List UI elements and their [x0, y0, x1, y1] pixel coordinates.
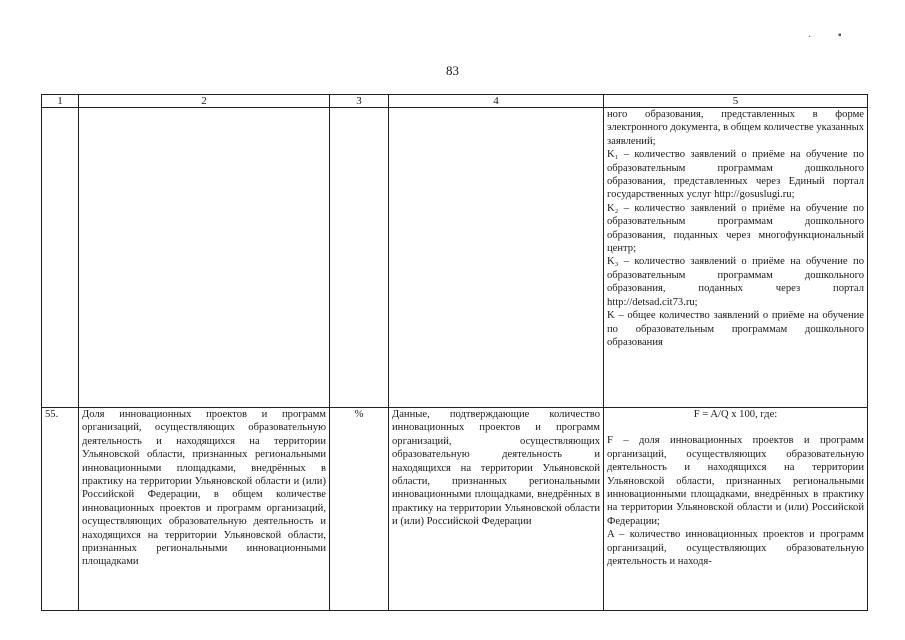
column-number-row: [42, 95, 868, 108]
formula: F = A/Q x 100, где:: [693, 409, 778, 420]
method-paragraph: K₃ – количество заявлений о приёме на обучение по образовательным программам дошкольного образования, поданных через портал http://detsad.cit73.ru;: [607, 256, 864, 308]
unit: %: [330, 408, 389, 611]
cell-empty: [42, 108, 79, 408]
table-row-continued: [42, 108, 868, 408]
method-paragraph: K₂ – количество заявлений о приёме на обучение по образовательным программам дошкольного образования, поданных через многофункциональный центр;: [607, 202, 864, 255]
method-paragraph: K₁ – количество заявлений о приёме на обучение по образовательным программам дошкольного образования, представленных через Единый портал государственных услуг http://gosuslugi.ru;: [607, 149, 864, 201]
indicator-name: Доля инновационных проектов и программ организаций, осуществляющих образовательную деятельность и находящихся на территории Ульяновской области, признанных региональными инновационными площадками, внедрённых в практику на территории Ульяновской области и (или) Российской Федерации, в общем количестве инновационных проектов и программ организаций, осуществляющих образовательную деятельность и находящихся на территории Ульяновской области, признанных региональными инновационными площадками: [79, 408, 330, 611]
column-number: 1: [42, 95, 79, 108]
method-paragraph: K – общее количество заявлений о приёме на обучение по образовательным программам дошкольного образования: [607, 310, 864, 348]
scan-speck: ·: [808, 32, 812, 43]
column-number: 3: [330, 95, 389, 108]
method-cell: [604, 408, 868, 611]
cell-empty: [330, 108, 389, 408]
page-number: 83: [446, 63, 459, 78]
indicator-table: [41, 94, 868, 611]
table-row-55: [42, 408, 868, 611]
method-paragraph: A – количество инновационных проектов и программ организаций, осуществляющих образовательную деятельность и находя-: [607, 529, 864, 568]
method-paragraph: F – доля инновационных проектов и программ организаций, осуществляющих образовательную деятельность и находящихся на территории Ульяновской области, признанных региональными инновационными площадками, внедрённых в практику на территории Ульяновской области и (или) Российской Федерации;: [607, 435, 864, 527]
method-paragraph: ного образования, представленных в форме электронного документа, в общем количестве указанных заявлений;: [607, 109, 864, 147]
cell-empty: [389, 108, 604, 408]
column-number: 2: [79, 95, 330, 108]
scan-speck: ▪: [838, 30, 842, 41]
row-number: 55.: [42, 408, 79, 611]
data-source: Данные, подтверждающие количество инновационных проектов и программ организаций, осуществляющих образовательную деятельность и находящихся на территории Ульяновской области, признанных региональными инновационными площадками, внедрённых в практику на территории Ульяновской области и (или) Российской Федерации: [389, 408, 604, 611]
method-cell: [604, 108, 868, 408]
column-number: 4: [389, 95, 604, 108]
column-number: 5: [604, 95, 868, 108]
cell-empty: [79, 108, 330, 408]
